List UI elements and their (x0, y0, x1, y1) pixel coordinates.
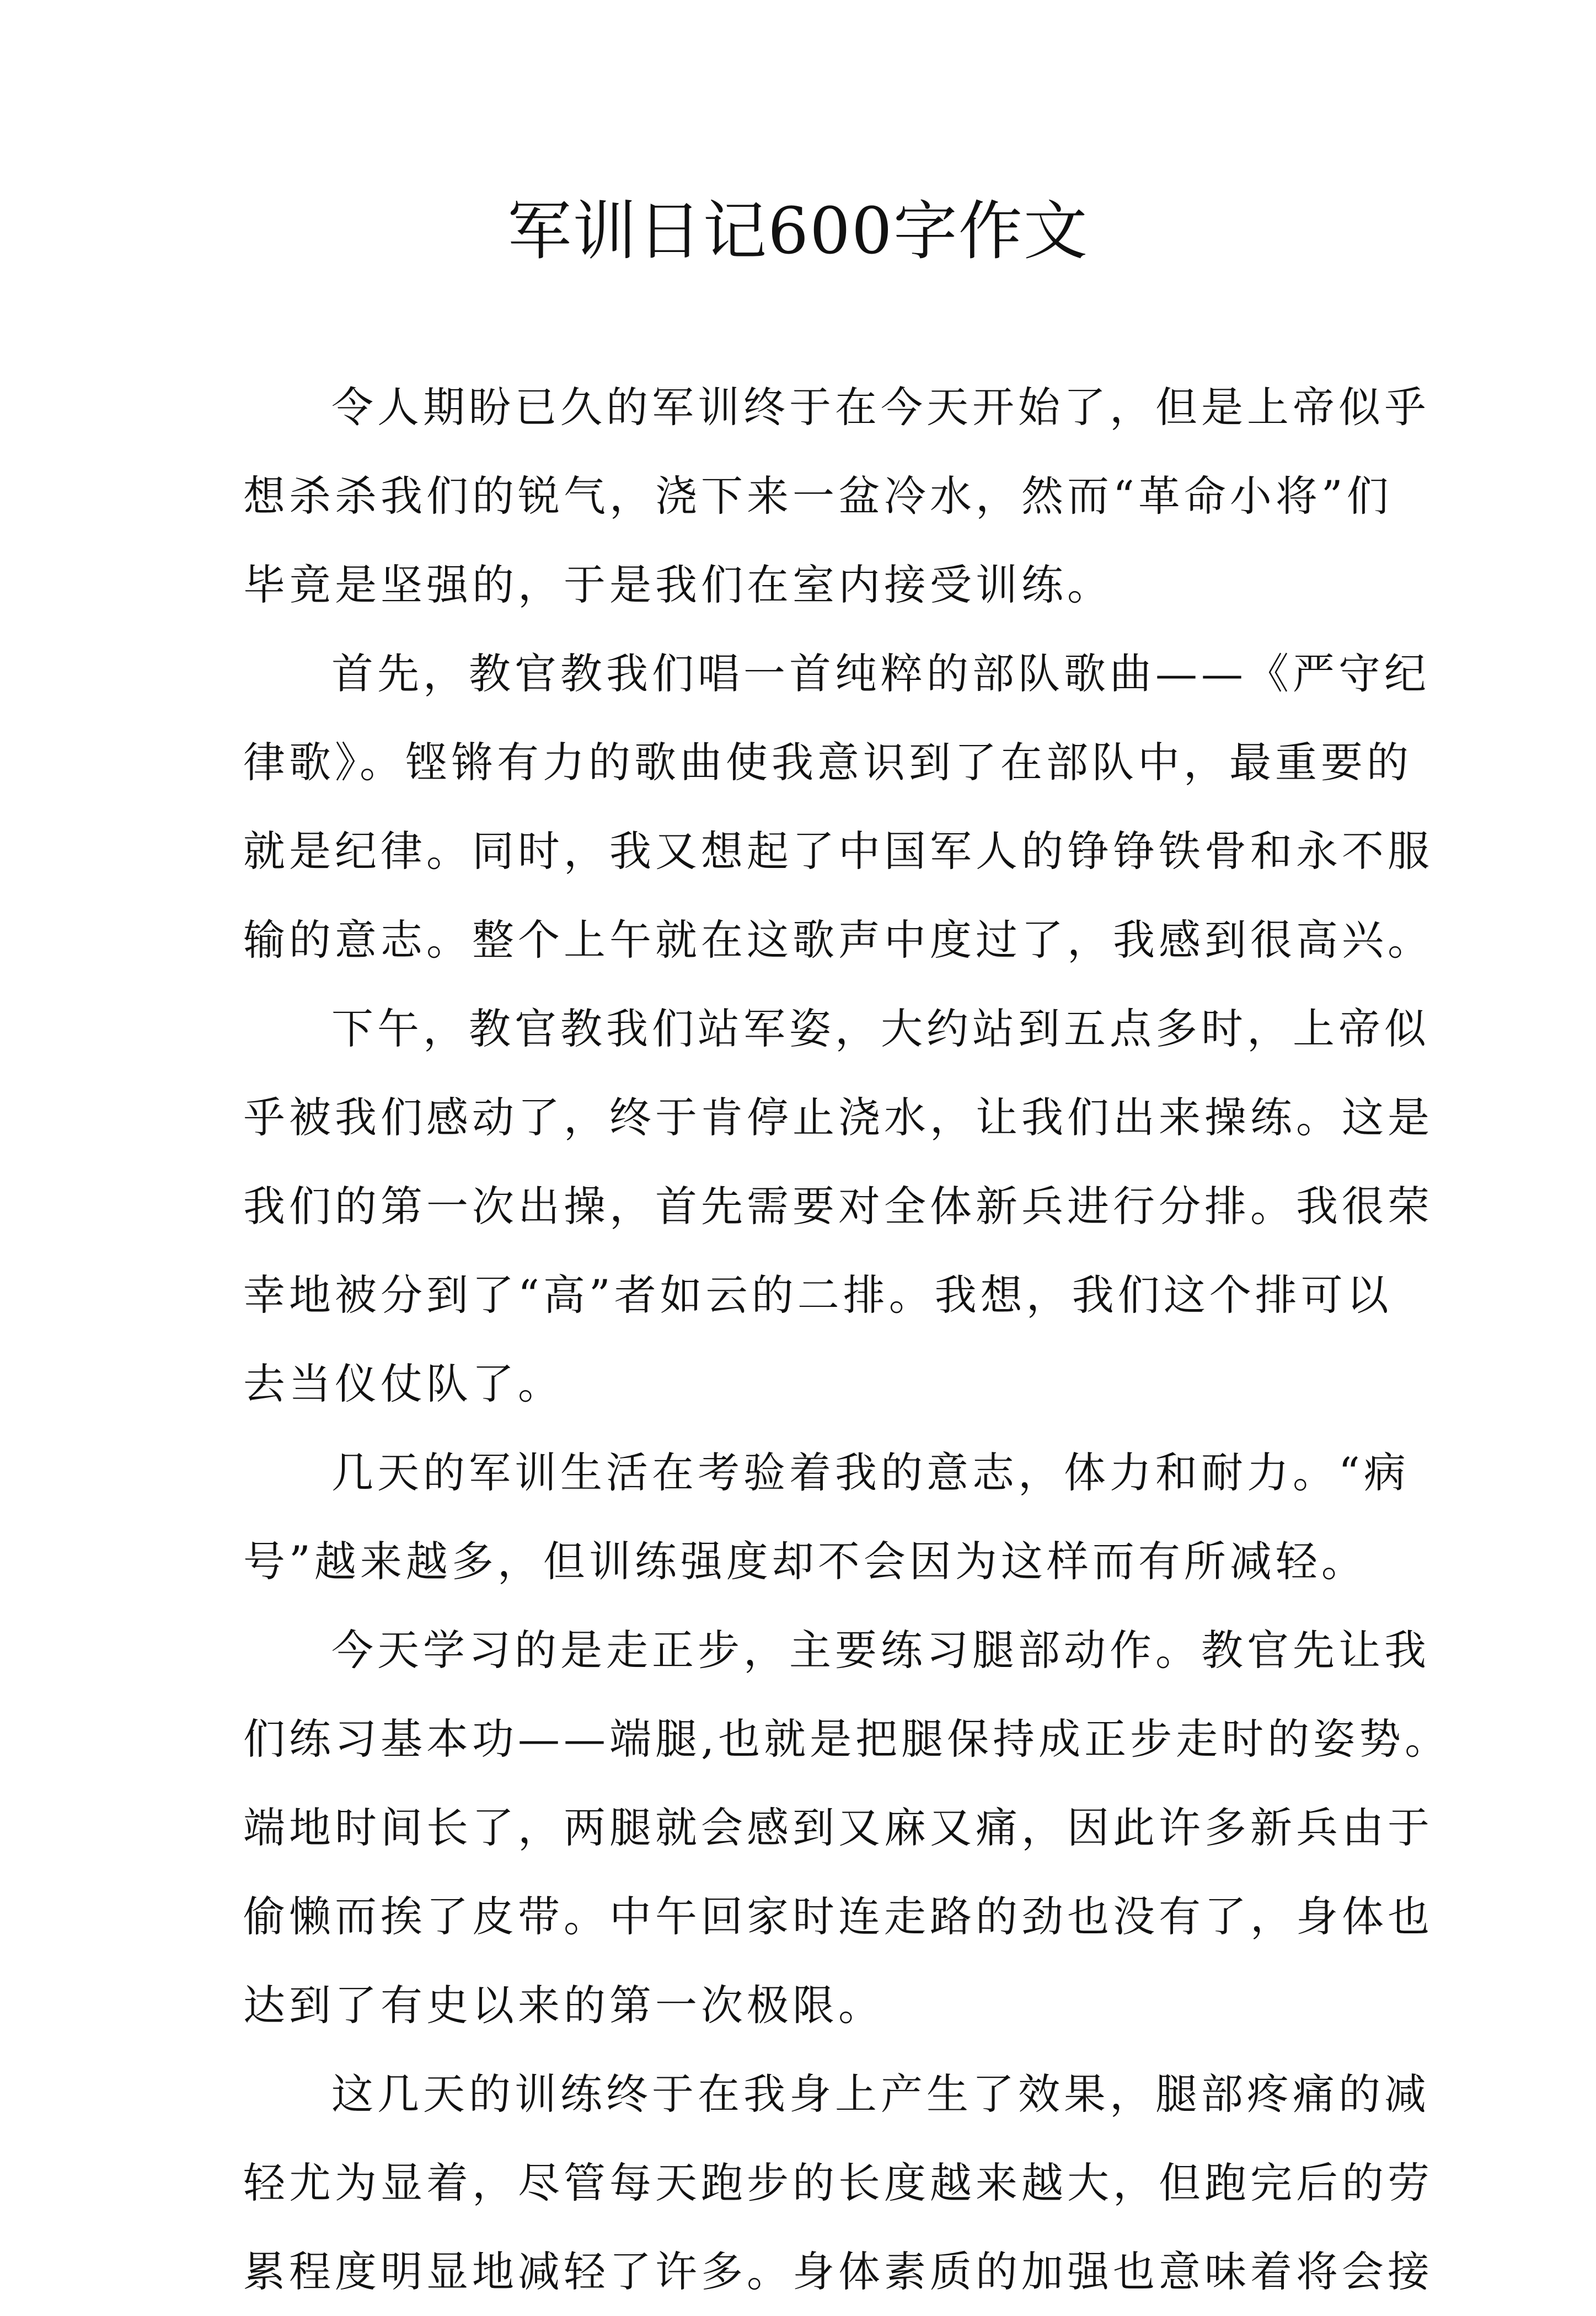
document-title: 军训日记600字作文 (507, 194, 1089, 269)
text-line: 端地时间长了，两腿就会感到又麻又痛，因此许多新兵由于 (243, 1803, 1433, 1852)
text-line: 首先，教官教我们唱一首纯粹的部队歌曲——《严守纪 (331, 649, 1430, 698)
text-line: 今天学习的是走正步，主要练习腿部动作。教官先让我 (331, 1626, 1430, 1675)
text-line: 们练习基本功——端腿,也就是把腿保持成正步走时的姿势。 (243, 1714, 1451, 1763)
text-line: 幸地被分到了“高”者如云的二排。我想，我们这个排可以 (243, 1270, 1393, 1320)
text-line: 这几天的训练终于在我身上产生了效果，腿部疼痛的减 (331, 2070, 1430, 2119)
text-line: 号”越来越多，但训练强度却不会因为这样而有所减轻。 (243, 1537, 1367, 1586)
text-line: 去当仪仗队了。 (243, 1359, 564, 1408)
text-line: 想杀杀我们的锐气，浇下来一盆冷水，然而“革命小将”们 (243, 471, 1393, 521)
text-line: 就是纪律。同时，我又想起了中国军人的铮铮铁骨和永不服 (243, 827, 1433, 876)
text-line: 输的意志。整个上午就在这歌声中度过了，我感到很高兴。 (243, 915, 1433, 964)
document-body (243, 363, 1451, 2316)
text-line: 律歌》。铿锵有力的歌曲使我意识到了在部队中，最重要的 (243, 738, 1412, 787)
text-line: 令人期盼已久的军训终于在今天开始了，但是上帝似乎 (331, 383, 1430, 432)
text-line: 我们的第一次出操，首先需要对全体新兵进行分排。我很荣 (243, 1182, 1433, 1231)
text-line: 累程度明显地减轻了许多。身体素质的加强也意味着将会接 (243, 2247, 1433, 2296)
text-line: 几天的军训生活在考验着我的意志，体力和耐力。“病 (331, 1448, 1410, 1497)
text-line: 下午，教官教我们站军姿，大约站到五点多时，上帝似 (331, 1004, 1430, 1053)
text-line: 达到了有史以来的第一次极限。 (243, 1981, 884, 2030)
text-line: 毕竟是坚强的，于是我们在室内接受训练。 (243, 560, 1113, 609)
text-line: 轻尤为显着，尽管每天跑步的长度越来越大，但跑完后的劳 (243, 2158, 1433, 2207)
text-line: 偷懒而挨了皮带。中午回家时连走路的劲也没有了，身体也 (243, 1892, 1433, 1941)
text-line: 乎被我们感动了，终于肯停止浇水，让我们出来操练。这是 (243, 1093, 1433, 1142)
